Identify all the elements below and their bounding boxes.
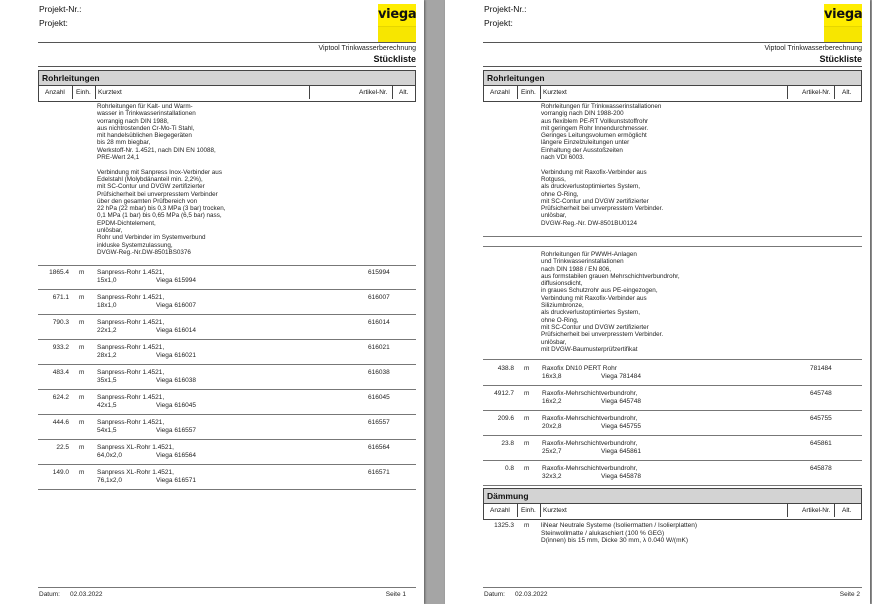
item-viega-number: Viega 645861 — [601, 447, 642, 455]
item-qty: 933.2 — [52, 344, 69, 351]
item-row — [38, 444, 417, 460]
item-description: liNear Neutrale Systeme (Isoliermatten / Isolierplatten) — [541, 522, 698, 529]
item-qty: 671.1 — [52, 294, 69, 301]
item-unit: m — [79, 369, 85, 376]
item-row — [483, 415, 862, 431]
item-viega-number: Viega 645748 — [601, 397, 642, 405]
item-name: Raxofix-Mehrschichtverbundrohr, — [542, 415, 638, 422]
col-artikel-nr: Artikel-Nr. — [802, 89, 831, 96]
item-unit: m — [79, 344, 85, 351]
col-einheit: Einh. — [76, 89, 91, 96]
row-separator — [483, 410, 862, 411]
item-row — [483, 365, 862, 381]
col-kurztext: Kurztext — [543, 89, 567, 96]
item-article-number: 645861 — [810, 440, 832, 447]
item-name: Sanpress-Rohr 1.4521, — [97, 319, 165, 326]
item-name: Raxofix DN10 PERT Rohr — [542, 365, 617, 372]
item-article-number: 616007 — [368, 294, 390, 301]
item-viega-number: Viega 616571 — [156, 476, 197, 484]
item-article-number: 781484 — [810, 365, 832, 372]
separator — [483, 246, 862, 247]
row-separator — [38, 389, 416, 390]
project-number-label: Projekt-Nr.: — [484, 4, 527, 14]
item-name: Raxofix-Mehrschichtverbundrohr, — [542, 440, 638, 447]
description-text-pert: Rohrleitungen für Trinkwasserinstallationen vorrangig nach DIN 1988-200 aus flexiblem PE-RT Vollkunststoffrohr mit geringem Rohr Innendurchmesser. Geringes Leitungsvolumen ermöglicht längere Einzelzuleitungen unter Einhaltung der Ausstoßzeiten nach VDI 6003. Verbindung mit Raxofix-Verbinder aus Rotguss, als druckverlustoptimiertes System, ohne O-Ring, mit SC-Contur und DVGW zertifizierter Prüfsicherheit bei unverpresstem Verbinder. unlösbar, DVGW-Reg.-Nr. DW-8501BU0124 — [541, 103, 664, 227]
item-unit: m — [524, 465, 530, 472]
col-kurztext: Kurztext — [543, 507, 567, 514]
footer-rule — [483, 587, 862, 588]
row-separator — [483, 435, 862, 436]
item-viega-number: Viega 616038 — [156, 376, 197, 384]
separator — [483, 359, 862, 360]
item-unit: m — [524, 440, 530, 447]
item-viega-number: Viega 616007 — [156, 301, 197, 309]
col-alt: Alt. — [399, 89, 409, 96]
item-viega-number: Viega 781484 — [601, 372, 642, 380]
item-unit: m — [524, 365, 530, 372]
row-separator — [38, 364, 416, 365]
col-anzahl: Anzahl — [45, 89, 65, 96]
item-row — [38, 294, 417, 310]
description-text-mehrschicht: Rohrleitungen für PWWH-Anlagen und Trinkwasserinstallationen nach DIN 1988 / EN 806, aus formstabilen grauen Mehrschichtverbundrohr, diffusionsdicht, in graues Schutzrohr aus PE-eingezogen, Verbindung mit Raxofix-Verbinder aus Siliziumbronze, als druckverlustoptimiertes System, ohne O-Ring, mit SC-Contur und DVGW zertifizierter Prüfsicherheit bei unverpresstem Verbinder. unlösbar, mit DVGW-Baumusterprüfzertifikat — [541, 251, 680, 353]
item-unit: m — [79, 469, 85, 476]
item-row — [38, 344, 417, 360]
item-row — [483, 440, 862, 456]
item-name: Sanpress XL-Rohr 1.4521, — [97, 469, 174, 476]
item-viega-number: Viega 616557 — [156, 426, 197, 434]
row-separator — [483, 385, 862, 386]
footer-date-label: Datum: — [484, 591, 505, 598]
item-viega-number: Viega 645755 — [601, 422, 642, 430]
item-article-number: 645748 — [810, 390, 832, 397]
item-size: 32x3,2 — [542, 472, 562, 480]
item-article-number: 645755 — [810, 415, 832, 422]
footer-date: 02.03.2022 — [70, 591, 103, 598]
item-name: Sanpress-Rohr 1.4521, — [97, 419, 165, 426]
col-kurztext: Kurztext — [98, 89, 122, 96]
item-row — [483, 390, 862, 406]
item-unit: m — [79, 394, 85, 401]
item-unit: m — [79, 294, 85, 301]
software-name: Viptool Trinkwasserberechnung — [318, 45, 416, 52]
item-viega-number: Viega 616045 — [156, 401, 197, 409]
item-size: 15x1,0 — [97, 276, 117, 284]
item-article-number: 616571 — [368, 469, 390, 476]
item-qty: 149.0 — [52, 469, 69, 476]
document-page-1 — [0, 0, 424, 604]
item-size: 16x2,2 — [542, 397, 562, 405]
footer-date: 02.03.2022 — [515, 591, 548, 598]
row-separator — [38, 464, 416, 465]
row-separator — [38, 314, 416, 315]
col-einheit: Einh. — [521, 89, 536, 96]
item-qty: 444.6 — [52, 419, 69, 426]
col-artikel-nr: Artikel-Nr. — [359, 89, 388, 96]
item-qty: 1865.4 — [49, 269, 69, 276]
item-row — [38, 369, 417, 385]
column-header-row — [484, 504, 861, 517]
item-size: 22x1,2 — [97, 326, 117, 334]
item-unit: m — [79, 419, 85, 426]
item-size: 28x1,2 — [97, 351, 117, 359]
row-separator — [483, 485, 862, 486]
col-artikel-nr: Artikel-Nr. — [802, 507, 831, 514]
item-qty: 4912.7 — [494, 390, 514, 397]
row-separator — [38, 289, 416, 290]
project-number-label: Projekt-Nr.: — [39, 4, 82, 14]
item-row — [38, 419, 417, 435]
footer-page-number: Seite 2 — [839, 591, 860, 598]
item-unit: m — [524, 522, 530, 529]
item-size: 42x1,5 — [97, 401, 117, 409]
row-separator — [38, 339, 416, 340]
title-rule — [38, 66, 416, 67]
project-label: Projekt: — [484, 18, 513, 28]
section-rohrleitungen — [483, 70, 862, 102]
item-name: Sanpress XL-Rohr 1.4521, — [97, 444, 174, 451]
item-size: 76,1x2,0 — [97, 476, 122, 484]
item-size: 16x3,8 — [542, 372, 562, 380]
column-header-row — [484, 86, 861, 99]
footer-page-number: Seite 1 — [385, 591, 406, 598]
item-article-number: 616014 — [368, 319, 390, 326]
viega-logo — [824, 4, 862, 42]
separator — [483, 236, 862, 237]
header-rule — [483, 42, 862, 43]
item-viega-number: Viega 615994 — [156, 276, 197, 284]
item-article-number: 615994 — [368, 269, 390, 276]
item-name: Raxofix-Mehrschichtverbundrohr, — [542, 390, 638, 397]
item-unit: m — [79, 444, 85, 451]
item-article-number: 616038 — [368, 369, 390, 376]
document-title: Stückliste — [373, 54, 416, 64]
item-name: Sanpress-Rohr 1.4521, — [97, 269, 165, 276]
row-separator — [38, 414, 416, 415]
item-row — [38, 394, 417, 410]
insulation-row — [483, 522, 862, 546]
item-row — [483, 465, 862, 481]
software-name: Viptool Trinkwasserberechnung — [764, 45, 862, 52]
item-name: Sanpress-Rohr 1.4521, — [97, 369, 165, 376]
item-article-number: 616045 — [368, 394, 390, 401]
title-rule — [483, 66, 862, 67]
col-alt: Alt. — [842, 507, 852, 514]
item-size: 25x2,7 — [542, 447, 562, 455]
section-title: Rohrleitungen — [484, 71, 861, 86]
item-size: 64,0x2,0 — [97, 451, 122, 459]
item-viega-number: Viega 616021 — [156, 351, 197, 359]
item-qty: 624.2 — [52, 394, 69, 401]
item-row — [38, 269, 417, 285]
item-qty: 483.4 — [52, 369, 69, 376]
item-name: Sanpress-Rohr 1.4521, — [97, 394, 165, 401]
item-qty: 23.8 — [501, 440, 514, 447]
item-description: D(innen) bis 15 mm, Dicke 30 mm, λ 0.040 W/(mK) — [541, 537, 689, 544]
item-qty: 438.8 — [497, 365, 514, 372]
header-rule — [38, 42, 416, 43]
footer-rule — [38, 587, 416, 588]
viega-logo-text: viega — [378, 7, 417, 22]
row-separator — [38, 439, 416, 440]
col-alt: Alt. — [842, 89, 852, 96]
item-viega-number: Viega 616014 — [156, 326, 197, 334]
description-text: Rohrleitungen für Kalt- und Warm- wasser in Trinkwasserinstallationen vorrangig nach DIN 1988, aus nichtrostenden Cr-Mo-Ti Stahl, mit handelsüblichen Biegegeräten bis 28 mm biegbar, Werkstoff-Nr. 1.4521, nach DIN EN 10088, PRE-Wert 24,1 Verbindung mit Sanpress Inox-Verbinder aus Edelstahl (Molybdänanteil min. 2,2%), mit SC-Contur und DVGW zertifizierter Prüfsicherheit bei unverpresstem Verbinder über den gesamten Prüfbereich von 22 hPa (22 mbar) bis 0,3 MPa (3 bar) trocken, 0,1 MPa (1 bar) bis 0,65 MPa (6,5 bar) nass, EPDM-Dichtelement, unlösbar, Rohr und Verbinder im Systemverbund inkluske Systemzulassung, DVGW-Reg.-Nr.DW-8501BS0376 — [97, 103, 226, 256]
item-size: 20x2,8 — [542, 422, 562, 430]
item-article-number: 645878 — [810, 465, 832, 472]
row-separator — [38, 489, 416, 490]
item-name: Sanpress-Rohr 1.4521, — [97, 294, 165, 301]
item-qty: 790.3 — [52, 319, 69, 326]
col-anzahl: Anzahl — [490, 507, 510, 514]
item-article-number: 616564 — [368, 444, 390, 451]
document-page-2 — [445, 0, 870, 604]
item-viega-number: Viega 645878 — [601, 472, 642, 480]
item-article-number: 616021 — [368, 344, 390, 351]
footer-date-label: Datum: — [39, 591, 60, 598]
column-header-row — [39, 86, 415, 99]
item-name: Raxofix-Mehrschichtverbundrohr, — [542, 465, 638, 472]
item-size: 18x1,0 — [97, 301, 117, 309]
item-size: 54x1,5 — [97, 426, 117, 434]
item-unit: m — [524, 390, 530, 397]
item-qty: 22.5 — [56, 444, 69, 451]
item-viega-number: Viega 616564 — [156, 451, 197, 459]
section-title: Rohrleitungen — [39, 71, 415, 86]
item-unit: m — [79, 319, 85, 326]
item-qty: 209.6 — [497, 415, 514, 422]
item-article-number: 616557 — [368, 419, 390, 426]
document-title: Stückliste — [819, 54, 862, 64]
item-name: Sanpress-Rohr 1.4521, — [97, 344, 165, 351]
col-einheit: Einh. — [521, 507, 536, 514]
item-size: 35x1,5 — [97, 376, 117, 384]
project-label: Projekt: — [39, 18, 68, 28]
viega-logo-text: viega — [824, 7, 863, 22]
separator — [38, 265, 416, 266]
item-unit: m — [79, 269, 85, 276]
item-description: Steinwollmatte / alukaschiert (100 % GEG) — [541, 529, 665, 537]
item-qty: 0.8 — [504, 465, 514, 472]
item-row — [38, 319, 417, 335]
section-title: Dämmung — [484, 489, 861, 504]
section-rohrleitungen — [38, 70, 416, 102]
item-row — [38, 469, 417, 485]
viega-logo — [378, 4, 416, 42]
item-qty: 1325.3 — [494, 522, 514, 529]
item-unit: m — [524, 415, 530, 422]
section-daemmung — [483, 488, 862, 520]
col-anzahl: Anzahl — [490, 89, 510, 96]
row-separator — [483, 460, 862, 461]
